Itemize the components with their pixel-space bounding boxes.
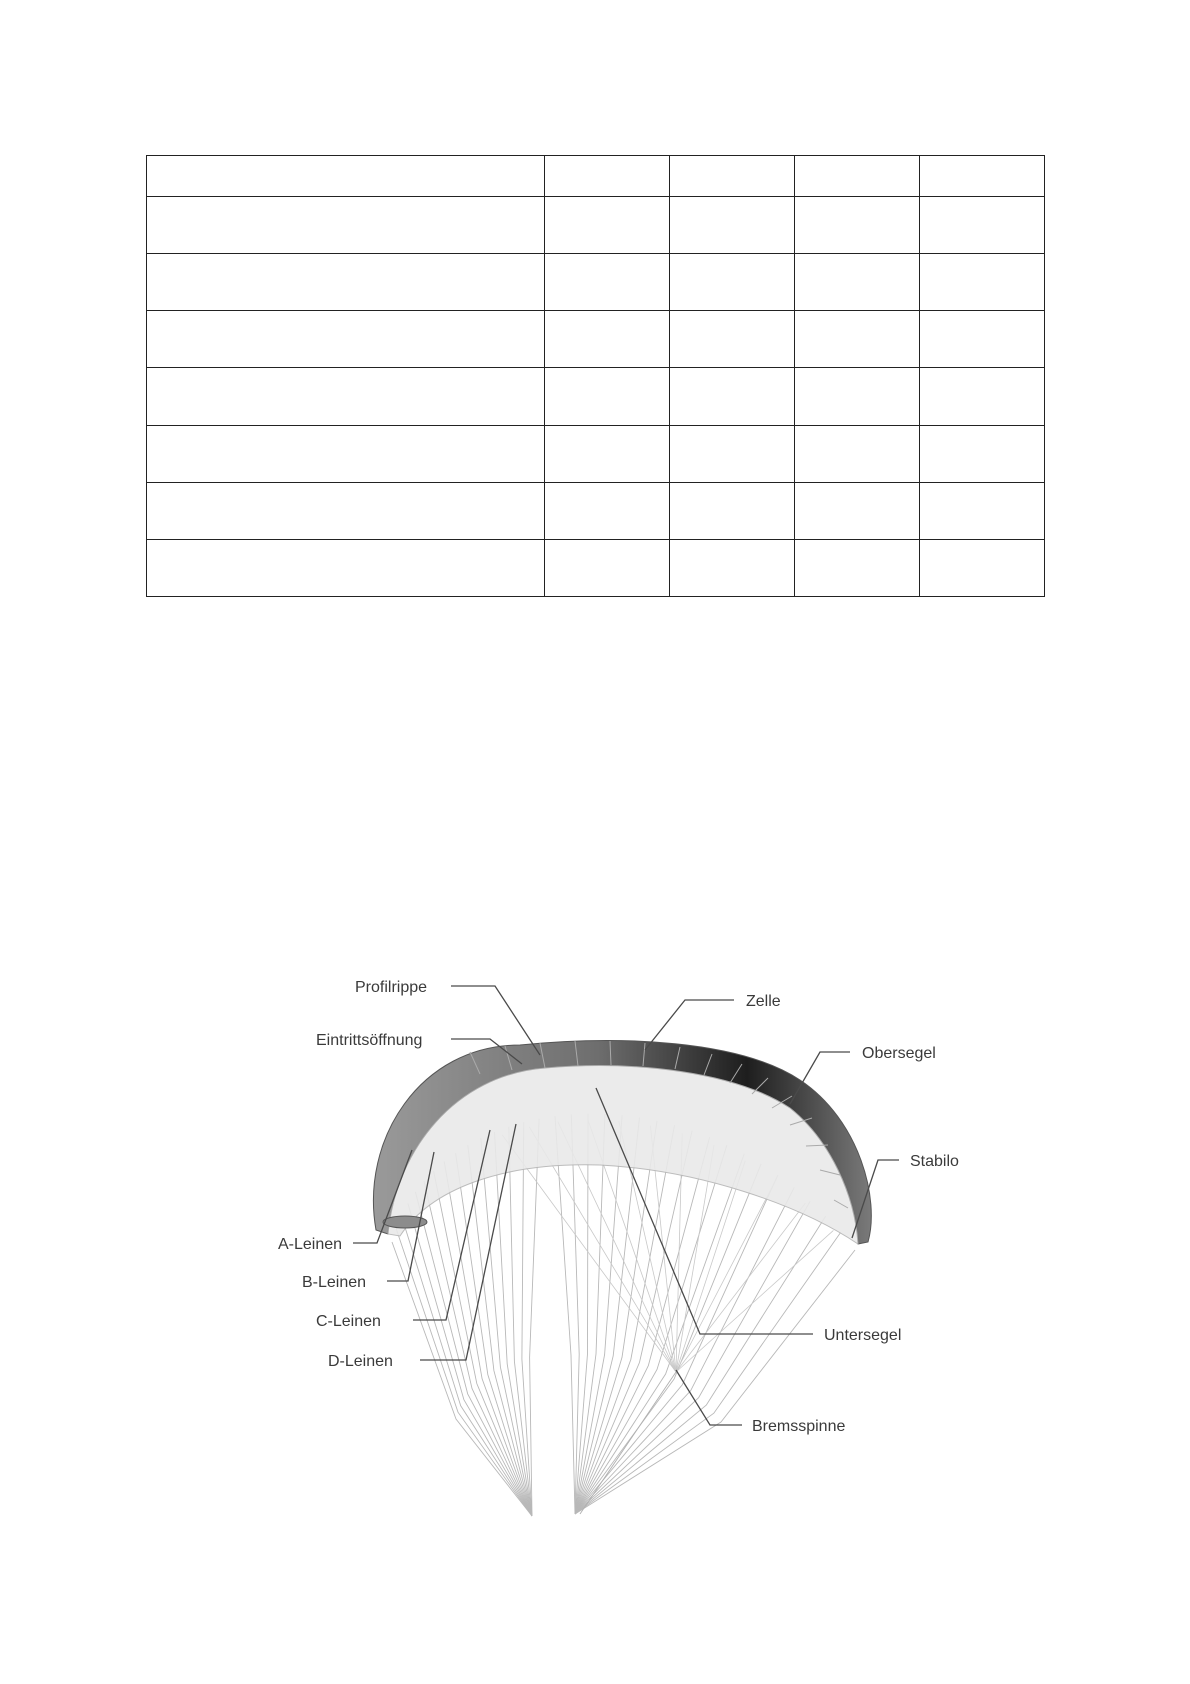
suspension-line bbox=[575, 1188, 794, 1514]
brake-main-line bbox=[580, 1372, 676, 1514]
label-bremsspinne: Bremsspinne bbox=[752, 1418, 846, 1435]
suspension-line bbox=[575, 1201, 810, 1514]
suspension-line bbox=[575, 1115, 622, 1514]
label-eintrittsoeffnung: Eintrittsöffnung bbox=[316, 1032, 423, 1049]
suspension-line bbox=[392, 1242, 532, 1516]
label-a-leinen: A-Leinen bbox=[278, 1236, 343, 1253]
label-zelle: Zelle bbox=[746, 993, 781, 1010]
label-b-leinen: B-Leinen bbox=[302, 1274, 367, 1291]
suspension-line bbox=[555, 1116, 575, 1514]
suspension-line bbox=[434, 1171, 532, 1516]
canopy bbox=[373, 1041, 871, 1244]
suspension-line bbox=[444, 1162, 532, 1516]
suspension-line bbox=[522, 1122, 532, 1516]
suspension-line bbox=[571, 1115, 579, 1515]
brake-line bbox=[676, 1161, 745, 1372]
suspension-line bbox=[575, 1125, 675, 1514]
label-stabilo: Stabilo bbox=[910, 1153, 959, 1170]
label-c-leinen: C-Leinen bbox=[316, 1313, 381, 1330]
brake-line bbox=[676, 1180, 776, 1372]
label-d-leinen: D-Leinen bbox=[328, 1353, 393, 1370]
label-untersegel: Untersegel bbox=[824, 1327, 902, 1344]
brake-line bbox=[676, 1203, 805, 1372]
label-profilrippe: Profilrippe bbox=[355, 979, 428, 996]
label-obersegel: Obersegel bbox=[862, 1045, 936, 1062]
